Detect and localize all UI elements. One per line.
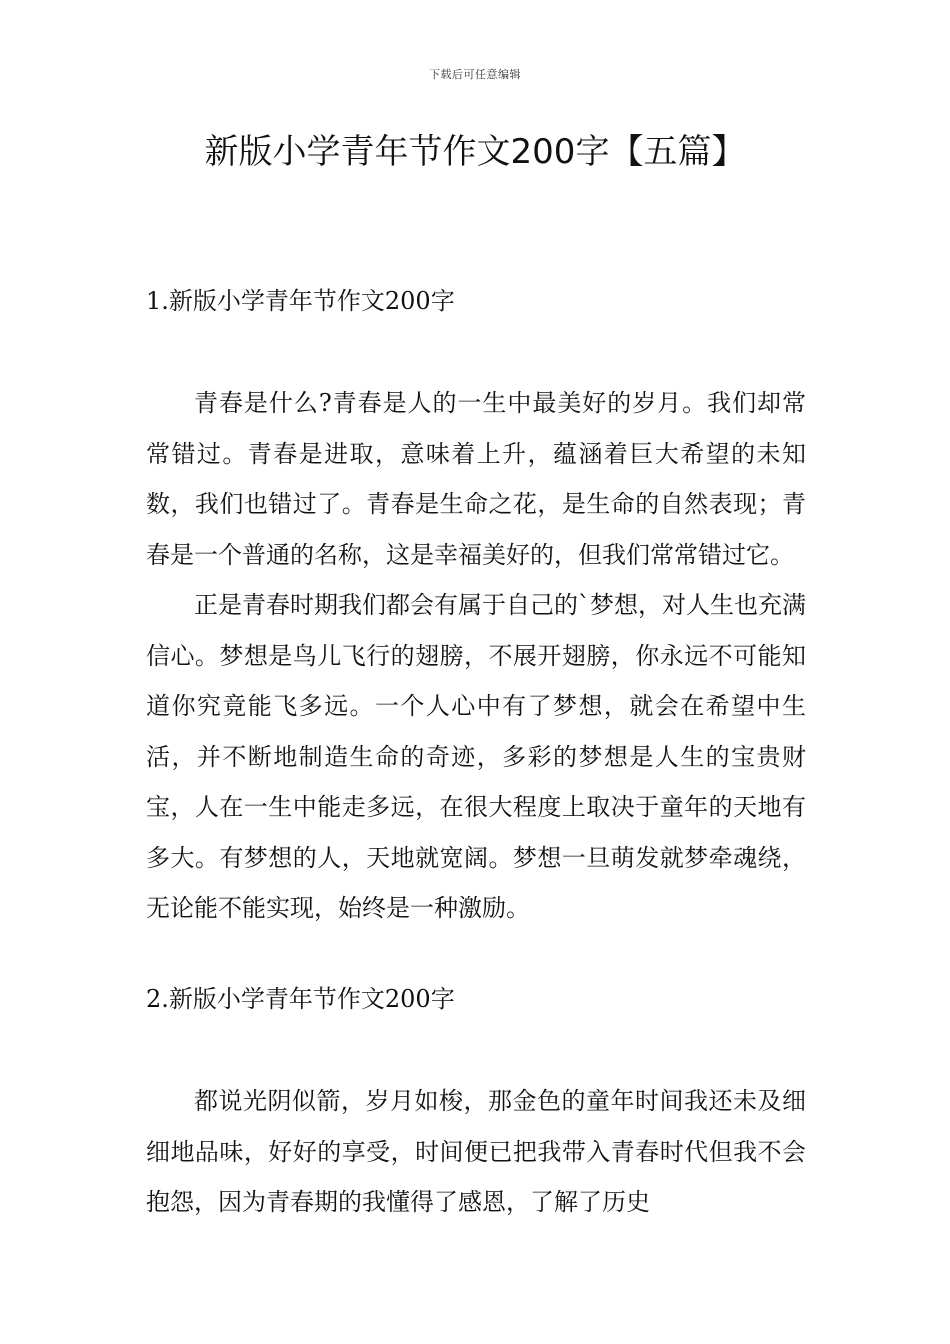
section-1 <box>146 276 806 326</box>
section-2 <box>146 974 806 1024</box>
section-heading: 2.新版小学青年节作文200字 <box>146 985 455 1013</box>
section-heading: 1.新版小学青年节作文200字 <box>146 287 455 315</box>
section-2-body <box>146 1076 806 1228</box>
document-title: 新版小学青年节作文200字【五篇】 <box>204 132 746 172</box>
paragraph: 青春是什么?青春是人的一生中最美好的岁月。我们却常常错过。青春是进取，意味着上升，蕴涵着巨大希望的未知数，我们也错过了。青春是生命之花，是生命的自然表现；青春是一个普通的名称，这是幸福美好的，但我们常常错过它。 <box>146 389 806 569</box>
section-1-body <box>146 378 806 934</box>
header-note: 下载后可任意编辑 <box>429 68 521 81</box>
paragraph: 都说光阴似箭，岁月如梭，那金色的童年时间我还未及细细地品味，好好的享受，时间便已把我带入青春时代但我不会抱怨，因为青春期的我懂得了感恩，了解了历史 <box>146 1087 806 1216</box>
paragraph: 正是青春时期我们都会有属于自己的`梦想，对人生也充满信心。梦想是鸟儿飞行的翅膀，不展开翅膀，你永远不可能知道你究竟能飞多远。一个人心中有了梦想，就会在希望中生活，并不断地制造生命的奇迹，多彩的梦想是人生的宝贵财宝，人在一生中能走多远，在很大程度上取决于童年的天地有多大。有梦想的人，天地就宽阔。梦想一旦萌发就梦牵魂绕，无论能不能实现，始终是一种激励。 <box>146 591 806 922</box>
